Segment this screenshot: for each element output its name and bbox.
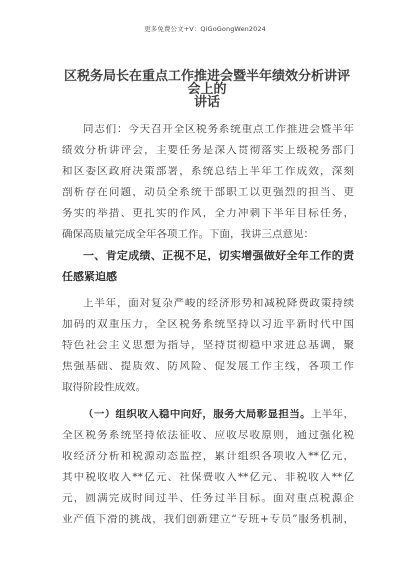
subheading-lead: （一）组织收入稳中向好，服务大局彰显担当。: [83, 409, 311, 420]
paragraph-line: 元，圆满完成时间过半、任务过半目标。面对重点税源企: [62, 493, 354, 504]
paragraph-line: 务实的举措、更扎实的作风，全力冲刺下半年目标任务，: [62, 208, 354, 219]
paragraph-line: 加码的双重压力，全区税务系统坚持以习近平新时代中国: [62, 319, 354, 330]
paragraph-line: 和区委区政府决策部署，系统总结上半年工作成效，深刻: [62, 166, 354, 177]
section-heading: 一、肯定成绩、正视不足，切实增强做好全年工作的责: [83, 250, 354, 261]
section-heading: 任感紧迫感: [62, 271, 117, 282]
document-title-line-1: 区税务局长在重点工作推进会暨半年绩效分析讲评会上的: [63, 69, 350, 97]
paragraph-line: 焦强基础、提质效、防风险、促发展工作主线，各项工作: [62, 361, 354, 372]
paragraph-line: 同志们：今天召开全区税务系统重点工作推进会暨半年: [83, 124, 354, 135]
subheading-line: [83, 409, 354, 420]
paragraph-line: 其中税收收入**亿元、社保费收入**亿元、非税收入**亿: [62, 472, 354, 483]
document-title-line-2: 讲话: [193, 95, 220, 110]
paragraph-line: 确保高质量完成全年各项工作。下面，我讲三点意见：: [62, 229, 314, 240]
paragraph-line: 取得阶段性成效。: [62, 382, 146, 393]
paragraph-line: 特色社会主义思想为指导，坚持贯彻稳中求进总基调，聚: [62, 340, 354, 351]
subheading-rest: 上半年，: [310, 409, 354, 420]
paragraph-line: 收经济分析和税源动态监控，累计组织各项收入**亿元，: [62, 451, 354, 462]
paragraph-line: 剖析存在问题，动员全系统干部职工以更强烈的担当、更: [62, 187, 354, 198]
header-watermark-text: 更多免费公文+V：QiGoGongWen2024: [144, 25, 266, 33]
paragraph-line: 绩效分析讲评会，主要任务是深入贯彻落实上级税务部门: [62, 145, 354, 156]
paragraph-line: 业产值下滑的挑战，我们创新建立“专班+专员”服务机制，: [62, 514, 354, 525]
paragraph-line: 全区税务系统坚持依法征收、应收尽收原则，通过强化税: [62, 430, 354, 441]
paragraph-line: 上半年，面对复杂严峻的经济形势和减税降费政策持续: [83, 298, 354, 309]
